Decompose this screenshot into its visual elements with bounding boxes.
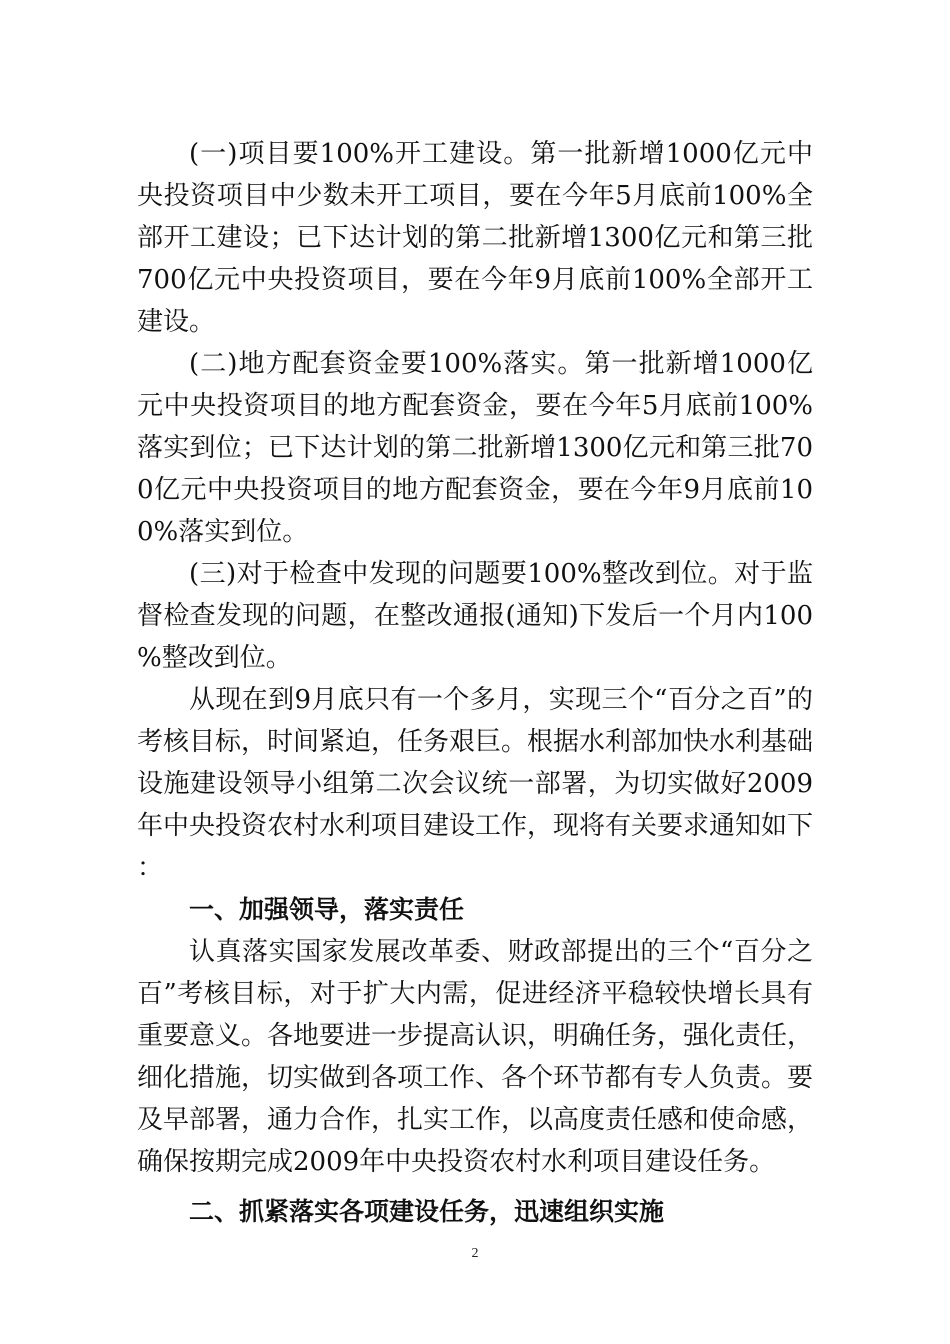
paragraph-notice-intro: 从现在到9月底只有一个多月，实现三个“百分之百”的考核目标，时间紧迫，任务艰巨。根据水利部加快水利基础设施建设领导小组第二次会议统一部署，为切实做好2009年中央投资农村水利项目建设工作，现将有关要求通知如下： bbox=[137, 685, 814, 883]
document-body bbox=[137, 133, 813, 1233]
paragraph-section-1: 认真落实国家发展改革委、财政部提出的三个“百分之百”考核目标，对于扩大内需，促进经济平稳较快增长具有重要意义。各地要进一步提高认识，明确任务，强化责任，细化措施，切实做到各项工作、各个环节都有专人负责。要及早部署，通力合作，扎实工作，以高度责任感和使命感，确保按期完成2009年中央投资农村水利项目建设任务。 bbox=[137, 937, 814, 1177]
paragraph-item-3: (三)对于检查中发现的问题要100%整改到位。对于监督检查发现的问题，在整改通报(通知)下发后一个月内100%整改到位。 bbox=[137, 559, 813, 673]
paragraph-item-1: (一)项目要100%开工建设。第一批新增1000亿元中央投资项目中少数未开工项目，要在今年5月底前100%全部开工建设；已下达计划的第二批新增1300亿元和第三批700亿元中央投资项目，要在今年9月底前100%全部开工建设。 bbox=[137, 139, 813, 337]
page-number: 2 bbox=[471, 1246, 479, 1261]
section-heading-1: 一、加强领导，落实责任 bbox=[189, 895, 465, 924]
section-heading-2: 二、抓紧落实各项建设任务，迅速组织实施 bbox=[189, 1197, 665, 1226]
paragraph-item-2: (二)地方配套资金要100%落实。第一批新增1000亿元中央投资项目的地方配套资金，要在今年5月底前100%落实到位；已下达计划的第二批新增1300亿元和第三批700亿元中央投资项目的地方配套资金，要在今年9月底前100%落实到位。 bbox=[137, 349, 813, 547]
